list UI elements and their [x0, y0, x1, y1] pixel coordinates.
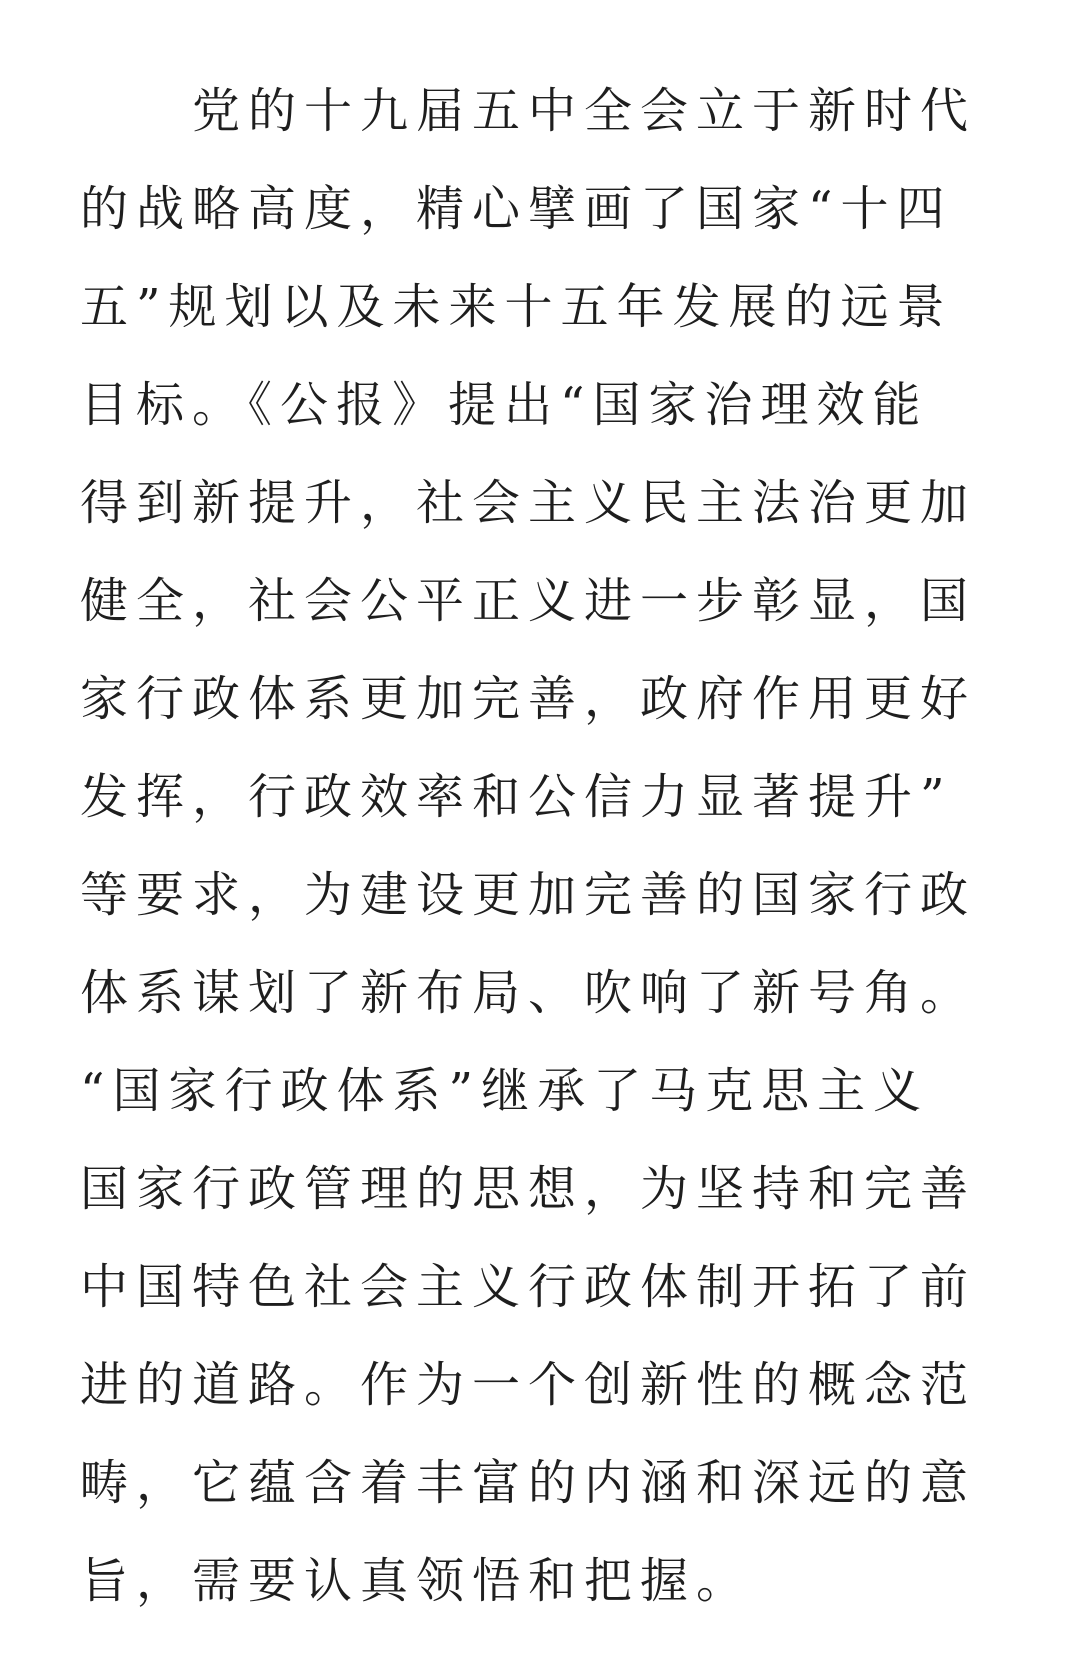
text-line: 等要求，为建设更加完善的国家行政: [80, 867, 977, 923]
text-line: 发挥，行政效率和公信力显著提升”: [80, 769, 953, 825]
text-line: 中国特色社会主义行政体制开拓了前: [80, 1259, 977, 1315]
text-line: 家行政体系更加完善，政府作用更好: [80, 671, 977, 727]
text-line: 国家行政管理的思想，为坚持和完善: [80, 1161, 977, 1217]
text-line: 得到新提升，社会主义民主法治更加: [80, 475, 977, 531]
article-body: [80, 62, 980, 1630]
text-line: “国家行政体系”继承了马克思主义: [80, 1063, 930, 1119]
text-line: 健全，社会公平正义进一步彰显，国: [80, 573, 977, 629]
text-line: 目标。《公报》提出“国家治理效能: [80, 377, 929, 433]
text-line: 五”规划以及未来十五年发展的远景: [80, 279, 953, 335]
text-line: 党的十九届五中全会立于新时代: [80, 83, 977, 139]
text-line: 进的道路。作为一个创新性的概念范: [80, 1357, 977, 1413]
text-line: 旨，需要认真领悟和把握。: [80, 1553, 753, 1609]
text-line: 的战略高度，精心擘画了国家“十四: [80, 181, 953, 237]
text-line: 畴，它蕴含着丰富的内涵和深远的意: [80, 1455, 977, 1511]
text-line: 体系谋划了新布局、吹响了新号角。: [80, 965, 977, 1021]
